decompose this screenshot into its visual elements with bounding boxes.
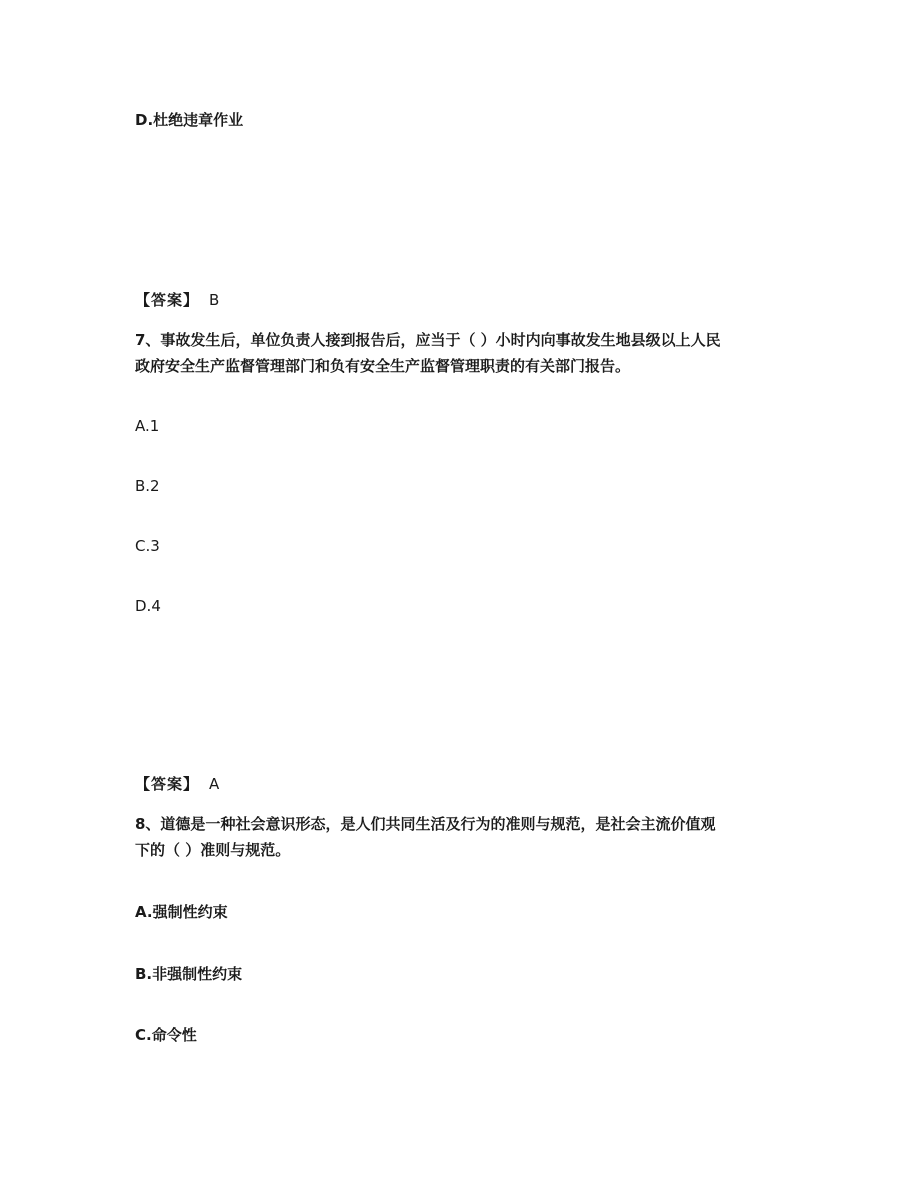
- question-8-text-line-2: 下的（ ）准则与规范。: [135, 841, 291, 859]
- answer-line: [135, 772, 220, 796]
- answer-value: B: [209, 291, 221, 309]
- option-d: D.杜绝违章作业: [135, 111, 244, 129]
- option-a: A.1: [135, 417, 160, 435]
- option-c: C.命令性: [135, 1026, 197, 1044]
- option-b: B.2: [135, 477, 160, 495]
- answer-value: A: [209, 775, 221, 793]
- option-d: D.4: [135, 597, 161, 615]
- option-a: A.强制性约束: [135, 903, 228, 921]
- question-7-text-line-1: 7、事故发生后，单位负责人接到报告后，应当于（ ）小时内向事故发生地县级以上人民: [135, 331, 721, 349]
- question-8-text-line-1: 8、道德是一种社会意识形态，是人们共同生活及行为的准则与规范，是社会主流价值观: [135, 815, 716, 833]
- answer-line: [135, 288, 220, 312]
- answer-label: 【答案】: [135, 291, 200, 309]
- question-7-text-line-2: 政府安全生产监督管理部门和负有安全生产监督管理职责的有关部门报告。: [135, 357, 631, 375]
- option-c: C.3: [135, 537, 160, 555]
- option-b: B.非强制性约束: [135, 965, 243, 983]
- answer-label: 【答案】: [135, 775, 200, 793]
